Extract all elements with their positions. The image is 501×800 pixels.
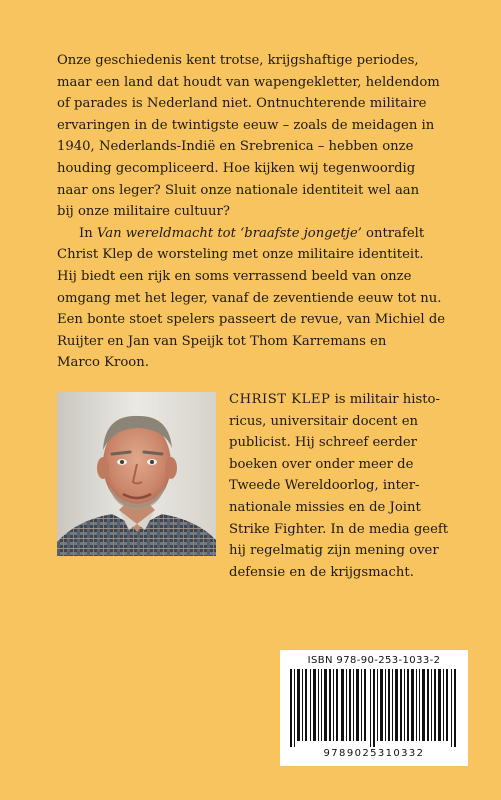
bio-line: Strike Fighter. In de media geeft — [229, 521, 449, 537]
author-bio — [229, 389, 449, 583]
bio-line: boeken over onder meer de — [229, 456, 414, 472]
blurb-line: omgang met het leger, vanaf de zeventiende eeuw tot nu. — [57, 290, 442, 306]
blurb-line: Marco Kroon. — [57, 355, 149, 371]
back-cover-blurb — [57, 50, 457, 374]
book-title: Van wereldmacht tot ‘braafste jongetje’ — [96, 225, 362, 241]
blurb-line: of parades is Nederland niet. Ontnuchterende militaire — [57, 96, 427, 112]
blurb-line: Ruijter en Jan van Speijk tot Thom Karremans en — [57, 333, 387, 349]
bio-text: is militair histo- — [330, 392, 440, 407]
bio-line: defensie en de krijgsmacht. — [229, 564, 414, 580]
barcode-digits: 9789025310332 — [323, 748, 425, 759]
author-photo — [57, 392, 216, 556]
isbn-barcode — [280, 650, 468, 766]
author-name: CHRIST KLEP — [229, 392, 331, 407]
bio-line: publicist. Hij schreef eerder — [229, 435, 417, 451]
blurb-line: Onze geschiedenis kent trotse, krijgshaftige periodes, — [57, 53, 419, 68]
bio-line: nationale missies en de Joint — [229, 499, 421, 515]
blurb-line: houding gecompliceerd. Hoe kijken wij tegenwoordig — [57, 160, 416, 176]
blurb-line: naar ons leger? Sluit onze nationale identiteit wel aan — [57, 182, 420, 198]
blurb-line: Hij biedt een rijk en soms verrassend beeld van onze — [57, 268, 412, 284]
blurb-paragraph-1 — [57, 50, 457, 223]
blurb-line: ervaringen in de twintigste eeuw – zoals de meidagen in — [57, 117, 435, 133]
blurb-line: Christ Klep de worsteling met onze militaire identiteit. — [57, 247, 424, 263]
isbn-label: ISBN 978-90-253-1033-2 — [307, 655, 441, 666]
blurb-line: 1940, Nederlands-Indië en Srebrenica – hebben onze — [57, 139, 414, 155]
author-portrait-image — [57, 392, 216, 556]
blurb-line: Een bonte stoet spelers passeert de revue, van Michiel de — [57, 312, 446, 328]
blurb-text: In — [79, 225, 97, 241]
barcode-bars — [288, 669, 460, 747]
blurb-line: bij onze militaire cultuur? — [57, 204, 230, 220]
bio-line: hij regelmatig zijn mening over — [229, 543, 439, 559]
blurb-text: ontrafelt — [361, 225, 425, 241]
blurb-paragraph-2 — [57, 223, 457, 374]
bio-line: ricus, universitair docent en — [229, 413, 419, 429]
blurb-line: maar een land dat houdt van wapengekletter, heldendom — [57, 74, 440, 90]
bio-line: Tweede Wereldoorlog, inter- — [229, 478, 420, 494]
